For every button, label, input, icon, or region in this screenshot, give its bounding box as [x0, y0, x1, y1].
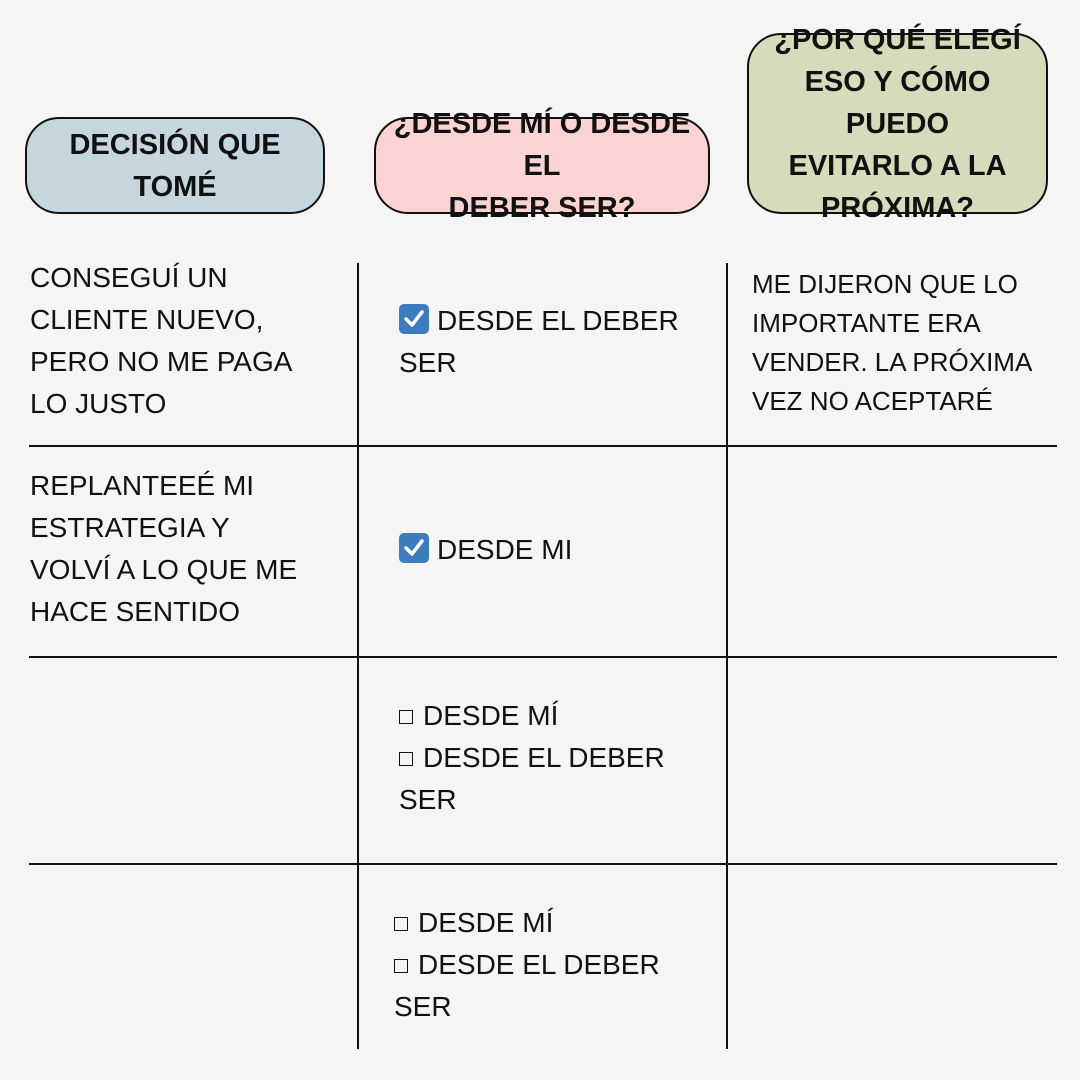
cell-line: PERO NO ME PAGA [30, 346, 293, 377]
header-line: DEBER SER? [448, 191, 636, 224]
origin-line: SER [394, 991, 452, 1022]
cell-line: LO JUSTO [30, 388, 167, 419]
header-line: ¿DESDE MÍ O DESDE EL [393, 107, 691, 182]
header-origin [374, 107, 710, 224]
header-line: TOMÉ [133, 170, 217, 203]
origin-text: DESDE EL DEBER [418, 949, 660, 980]
origin-line: SER [399, 784, 457, 815]
row1-reason [752, 265, 1032, 421]
header-origin-text [380, 103, 704, 229]
row3-origin [399, 695, 665, 821]
row1-decision [30, 257, 292, 425]
origin-text: DESDE EL DEBER [437, 305, 679, 336]
row1-origin [399, 300, 679, 384]
empty-box-icon [399, 752, 413, 766]
cell-line: VEZ NO ACEPTARÉ [752, 386, 993, 416]
cell-line: REPLANTEEÉ MI [30, 470, 255, 501]
cell-line: CLIENTE NUEVO, [30, 304, 264, 335]
header-line: DECISIÓN QUE [69, 128, 281, 161]
checked-box-icon [399, 533, 429, 563]
cell-line: IMPORTANTE ERA [752, 308, 981, 338]
origin-text: DESDE MÍ [423, 700, 559, 731]
header-reason [747, 23, 1048, 224]
origin-line [399, 695, 665, 737]
header-reason-text [753, 19, 1042, 229]
cell-line: ME DIJERON QUE LO [752, 269, 1018, 299]
checked-box-icon [399, 304, 429, 334]
row-divider-2 [29, 656, 1057, 658]
cell-line: HACE SENTIDO [30, 596, 241, 627]
header-decision-text [69, 124, 280, 208]
header-line: EVITARLO A LA [788, 149, 1007, 182]
cell-line: CONSEGUÍ UN [30, 262, 228, 293]
row-divider-3 [29, 863, 1057, 865]
header-decision [25, 117, 325, 214]
origin-text: DESDE MI [437, 534, 573, 565]
row2-origin [399, 529, 572, 571]
header-line: PRÓXIMA? [820, 191, 975, 224]
empty-box-icon [394, 917, 408, 931]
row2-decision [30, 465, 297, 633]
origin-line [399, 300, 679, 342]
origin-text: DESDE MÍ [418, 907, 554, 938]
row-divider-1 [29, 445, 1057, 447]
cell-line: VENDER. LA PRÓXIMA [752, 347, 1033, 377]
origin-line [394, 944, 660, 986]
cell-line: VOLVÍ A LO QUE ME [30, 554, 298, 585]
origin-text: DESDE EL DEBER [423, 742, 665, 773]
cell-line: ESTRATEGIA Y [30, 512, 230, 543]
origin-line [399, 737, 665, 779]
header-line: ¿POR QUÉ ELEGÍ [774, 23, 1021, 56]
empty-box-icon [394, 959, 408, 973]
header-line: ESO Y CÓMO PUEDO [804, 65, 991, 140]
origin-line: SER [399, 347, 457, 378]
origin-line [394, 902, 660, 944]
row4-origin [394, 902, 660, 1028]
origin-line [399, 529, 572, 571]
empty-box-icon [399, 710, 413, 724]
